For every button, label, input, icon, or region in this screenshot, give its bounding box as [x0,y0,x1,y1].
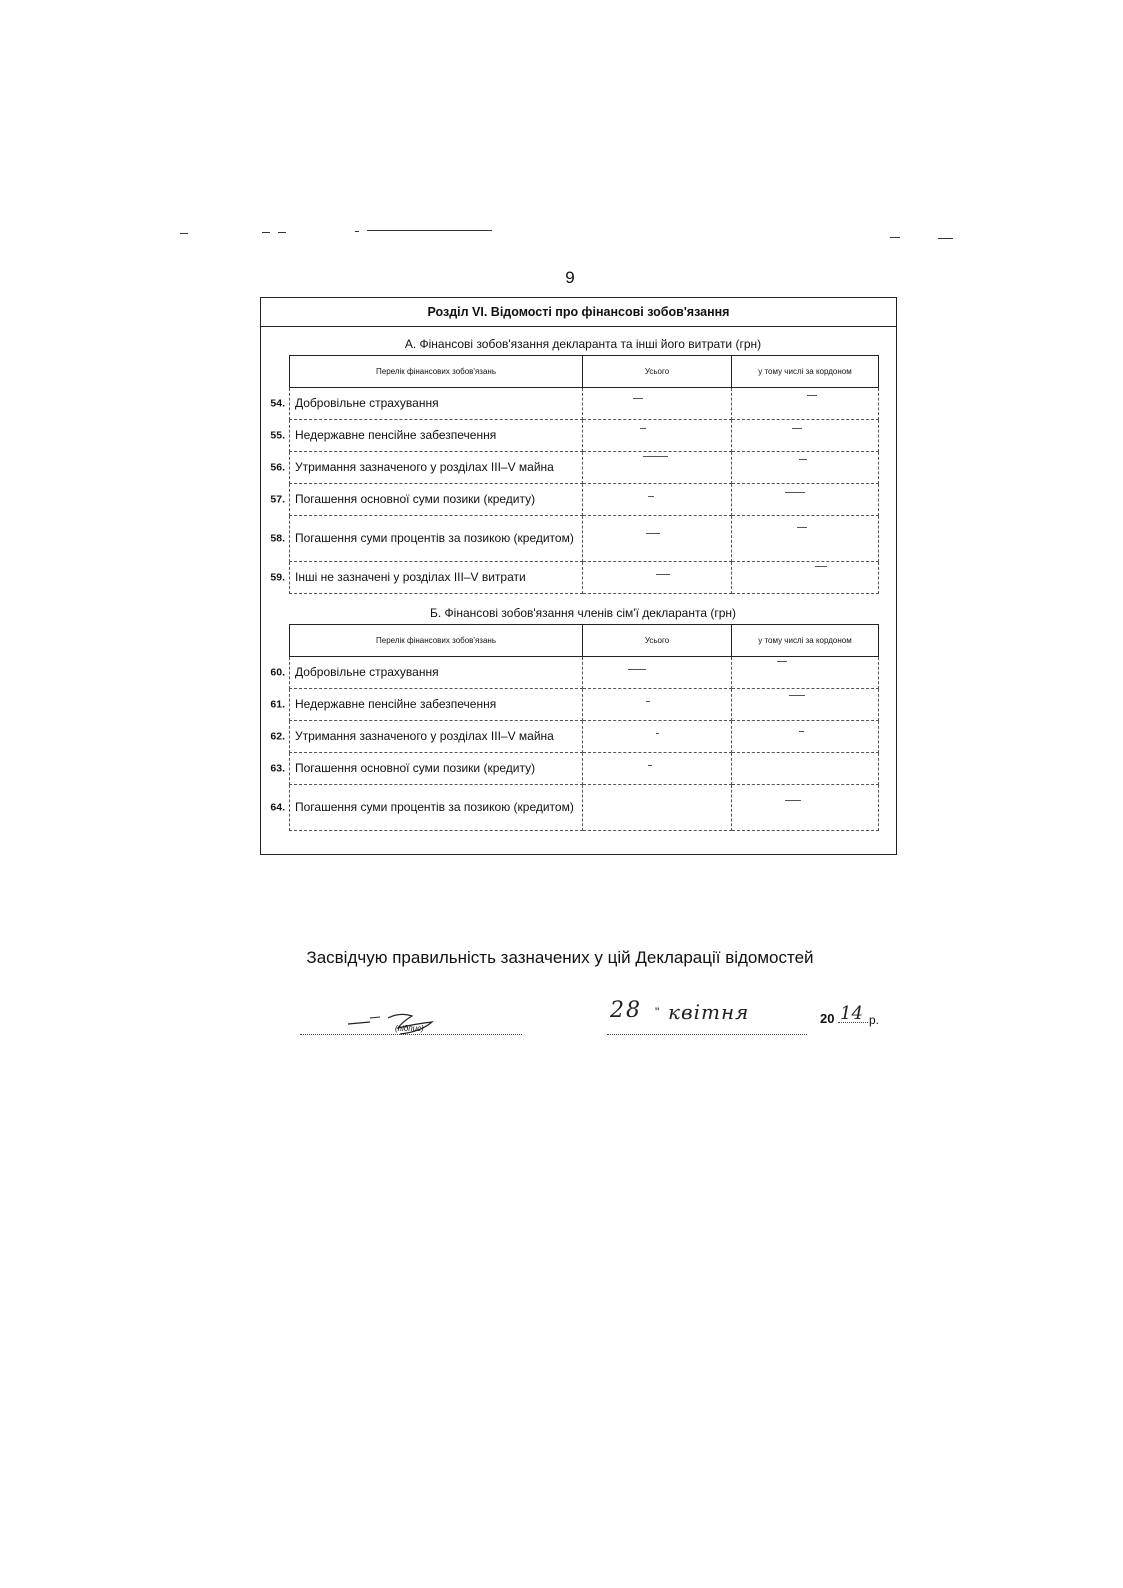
abroad-cell [732,420,879,452]
dash-mark [737,667,873,679]
row-number: 54. [270,397,285,409]
row-number: 59. [270,571,285,583]
year-handwritten: 14 [840,1003,863,1024]
year-prefix: 20 [820,1011,835,1026]
year-line [838,1022,868,1023]
row-number: 64. [270,801,285,813]
abroad-cell [732,657,879,689]
abroad-cell [732,484,879,516]
table-row [290,689,879,721]
column-header-total: Усього [583,356,732,388]
total-cell [583,721,732,753]
abroad-cell [732,785,879,831]
table-row [290,516,879,562]
total-cell [583,562,732,594]
signature-caption: (підпис) [395,1024,424,1033]
dash-mark [737,398,873,410]
row-label: Недержавне пенсійне забезпечення [295,428,497,442]
dash-mark [737,462,873,474]
dash-mark [588,533,726,545]
total-cell [583,753,732,785]
page-number: 9 [565,268,575,287]
total-cell [583,484,732,516]
column-header-total: Усього [583,625,732,657]
financial-obligations-form [260,297,897,855]
date-day: 28 [610,998,642,1023]
abroad-cell [732,562,879,594]
row-number: 62. [270,730,285,742]
row-number: 61. [270,698,285,710]
dash-mark [737,430,873,442]
subsection-b-title: Б. Фінансові зобов'язання членів сім'ї декларанта (грн) [429,606,736,620]
dash-mark [588,430,726,442]
table-row [290,721,879,753]
table-row [290,657,879,689]
abroad-cell [732,516,879,562]
dash-mark [588,462,726,474]
row-label: Погашення основної суми позики (кредиту) [295,761,536,775]
total-cell [583,689,732,721]
dash-mark [588,572,726,584]
dash-mark [588,763,726,775]
total-cell [583,657,732,689]
column-header-list: Перелік фінансових зобов'язань [290,356,583,388]
row-number: 57. [270,493,285,505]
dash-mark [737,533,873,545]
section-title: Розділ VI. Відомості про фінансові зобов'язання [261,298,896,327]
table-header [290,356,879,388]
date-month: квітня [668,1000,750,1024]
dash-mark [588,731,726,743]
row-number: 56. [270,461,285,473]
abroad-cell [732,452,879,484]
subsection-b-table [270,624,879,831]
dash-mark [588,494,726,506]
column-header-abroad: у тому числі за кордоном [732,356,879,388]
row-number: 63. [270,762,285,774]
row-label: Добровільне страхування [295,665,439,679]
row-number: 60. [270,666,285,678]
total-cell [583,785,732,831]
column-header-abroad: у тому числі за кордоном [732,625,879,657]
subsection-a-title: А. Фінансові зобов'язання декларанта та інші його витрати (грн) [404,337,762,351]
table-row [290,484,879,516]
row-label: Утримання зазначеного у розділах III–V майна [295,460,554,474]
abroad-cell [732,689,879,721]
row-label: Погашення основної суми позики (кредиту) [295,492,536,506]
row-label: Добровільне страхування [295,396,439,410]
dash-mark [588,398,726,410]
table-row [290,388,879,420]
dash-mark [737,494,873,506]
row-label: Недержавне пенсійне забезпечення [295,697,497,711]
dash-mark [737,572,873,584]
table-row [290,785,879,831]
dash-mark [737,731,873,743]
dash-mark [737,802,873,814]
column-header-list: Перелік фінансових зобов'язань [290,625,583,657]
table-row [290,420,879,452]
dash-mark [588,667,726,679]
certification-statement: Засвідчую правильність зазначених у цій Декларації відомостей [306,948,814,967]
year-suffix: р. [869,1013,880,1027]
total-cell [583,388,732,420]
total-cell [583,516,732,562]
table-header [290,625,879,657]
date-quote: " [655,1005,660,1019]
table-row [290,753,879,785]
row-label: Погашення суми процентів за позикою (кредитом) [295,531,574,545]
row-label: Інші не зазначені у розділах III–V витрати [295,570,526,584]
total-cell [583,420,732,452]
table-row [290,452,879,484]
table-row [290,562,879,594]
subsection-a-table [270,355,879,594]
total-cell [583,452,732,484]
abroad-cell [732,388,879,420]
dash-mark [737,699,873,711]
row-label: Погашення суми процентів за позикою (кредитом) [295,800,574,814]
row-number: 58. [270,532,285,544]
abroad-cell [732,753,879,785]
dash-mark [588,699,726,711]
row-number: 55. [270,429,285,441]
abroad-cell [732,721,879,753]
row-label: Утримання зазначеного у розділах III–V майна [295,729,554,743]
